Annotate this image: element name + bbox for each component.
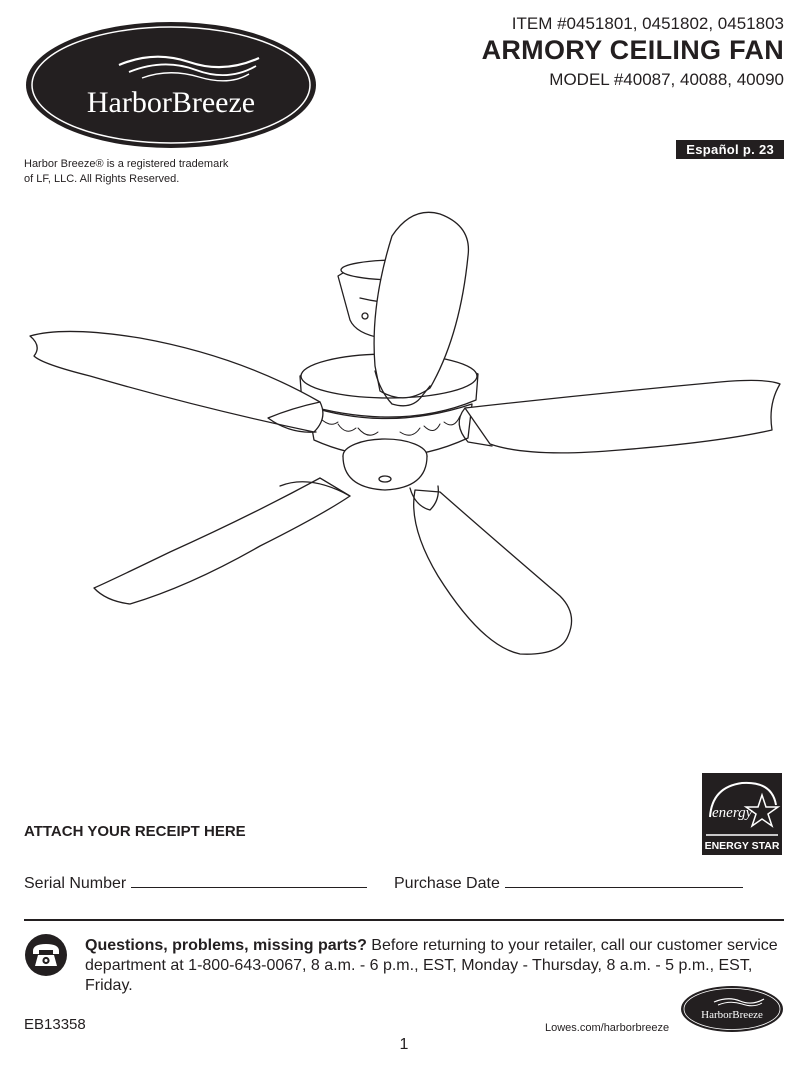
fan-blade-bottom-left [94,478,350,604]
telephone-icon [24,933,68,977]
item-numbers: ITEM #0451801, 0451802, 0451803 [511,14,784,33]
energy-star-logo [702,773,782,855]
fan-blade-left [30,331,323,432]
attach-receipt-heading: ATTACH YOUR RECEIPT HERE [24,823,246,840]
logo-wordmark: HarborBreeze [86,86,256,119]
fan-blade-right [459,380,780,453]
serial-number-field[interactable] [24,871,367,893]
energy-star-label: ENERGY STAR [704,840,780,852]
harbor-breeze-logo [24,20,318,150]
trademark-line-2: of LF, LLC. All Rights Reserved. [24,173,180,185]
fan-switch-housing [343,439,427,490]
trademark-notice [24,157,264,187]
section-divider [24,919,784,921]
website-link[interactable]: Lowes.com/harborbreeze [545,1022,670,1034]
purchase-date-label: Purchase Date [394,875,500,892]
page-number: 1 [399,1036,409,1053]
purchase-date-line[interactable] [505,871,743,888]
purchase-date-field[interactable] [394,871,743,893]
harbor-breeze-small-logo [680,985,784,1033]
small-logo-wordmark: HarborBreeze [701,1009,763,1021]
product-title: ARMORY CEILING FAN [481,35,784,65]
energy-star-script: energy [712,805,753,821]
serial-number-label: Serial Number [24,875,127,892]
ceiling-fan-illustration [20,196,792,666]
serial-number-line[interactable] [131,871,367,888]
document-code: EB13358 [24,1016,86,1033]
fan-blade-bottom-right [410,486,572,654]
contact-text: Before returning to your retailer, call our customer service department at 1-800-643-0067, 8 a.m. - 6 p.m., EST, Monday - Thursday, 8 a.m. - 5 p.m., EST, Friday. [85,937,778,994]
contact-question: Questions, problems, missing parts? [85,937,367,954]
spanish-page-badge: Español p. 23 [676,140,784,159]
trademark-line-1: Harbor Breeze® is a registered trademark [24,158,229,170]
model-numbers: MODEL #40087, 40088, 40090 [549,70,784,89]
